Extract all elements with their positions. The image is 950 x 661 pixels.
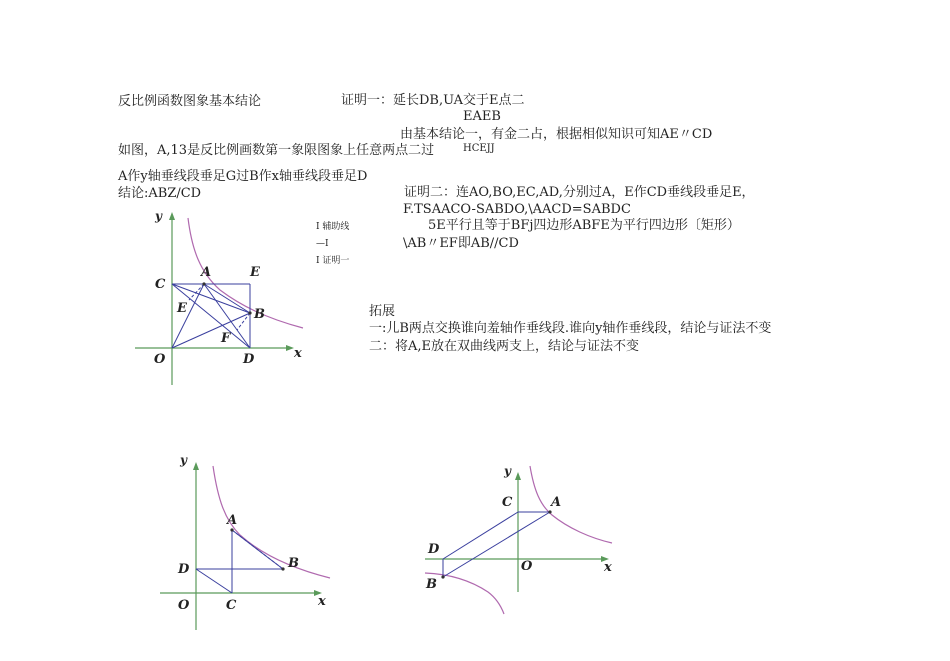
fig1-label-x: x	[294, 346, 302, 361]
fig1-label-f: F	[221, 331, 231, 346]
conclusion-line: 结论:ABZ/CD	[118, 186, 202, 201]
fig3-label-a: A	[551, 495, 562, 510]
fig2-label-y: y	[180, 453, 187, 467]
description-line-2: A作y轴垂线段垂足G过B作x轴垂线段垂足D	[118, 169, 368, 184]
proof-one-fraction-denominator: HCEJJ	[463, 143, 495, 154]
fig3-label-b: B	[426, 577, 437, 592]
extension-title: 拓展	[369, 304, 396, 319]
fig2-label-d: D	[178, 562, 190, 577]
aux-dash-mark: —I	[316, 239, 329, 249]
fig3-label-c: C	[502, 495, 513, 510]
proof-one-heading: 证明一：延长DB,UA交于E点二	[341, 93, 525, 108]
fig1-label-c: C	[155, 277, 166, 292]
aux-line-label: I 辅助线	[316, 222, 350, 232]
proof-one-fraction: EAEB	[463, 109, 501, 124]
fig3-label-o: O	[521, 559, 533, 574]
fig1-label-a: A	[201, 265, 212, 280]
description-line-1: 如图，A,13是反比例画数第一象限图象上任意两点二过	[118, 143, 435, 158]
extension-item-1: 一:儿B两点交换谁向羞轴作垂线段.谁向y轴作垂线段，结论与证法不变	[369, 321, 772, 336]
fig3-point-b	[441, 575, 444, 578]
fig2-label-a: A	[227, 513, 238, 528]
proof-two-conclusion: \AB〃EF即AB//CD	[403, 236, 519, 251]
fig2-label-c: C	[226, 598, 237, 613]
fig3-label-d: D	[428, 542, 440, 557]
fig3-segment-ba	[443, 512, 550, 577]
fig2-label-b: B	[288, 556, 299, 571]
proof-one-conclusion: 由基本结论一，有金二占，根据相似知识可知AE〃CD	[400, 127, 713, 142]
section-title: 反比例函数图象基本结论	[118, 94, 262, 109]
proof-two-heading: 证明二：连AO,BO,EC,AD,分别过A，E作CD垂线段垂足E，	[404, 185, 755, 200]
extension-item-2: 二：将A,E放在双曲线两支上，结论与证法不变	[369, 339, 640, 354]
fig2-label-o: O	[178, 598, 190, 613]
fig1-label-e-top: E	[250, 265, 260, 280]
proof-two-parallelogram: 5E平行且等于BFj四边形ABFE为平行四边形〔矩形）	[428, 218, 740, 233]
proof-two-area-equation: F.TSAACO-SABDO,\AACD=SABDC	[403, 202, 631, 217]
fig1-label-b: B	[254, 307, 265, 322]
fig1-label-o: O	[154, 352, 166, 367]
fig3-label-y: y	[504, 464, 511, 478]
fig1-label-e-left: E	[177, 301, 187, 316]
fig3-hyperbola-upper	[530, 466, 612, 543]
fig3-label-x: x	[604, 560, 612, 575]
aux-proof-label: I 证明一	[316, 256, 350, 266]
fig1-label-d: D	[243, 352, 255, 367]
fig3-y-arrow	[515, 472, 521, 480]
fig3-point-a	[548, 510, 551, 513]
fig1-label-y: y	[155, 209, 162, 223]
fig2-label-x: x	[318, 594, 326, 609]
fig3-segment-dc	[443, 512, 518, 559]
